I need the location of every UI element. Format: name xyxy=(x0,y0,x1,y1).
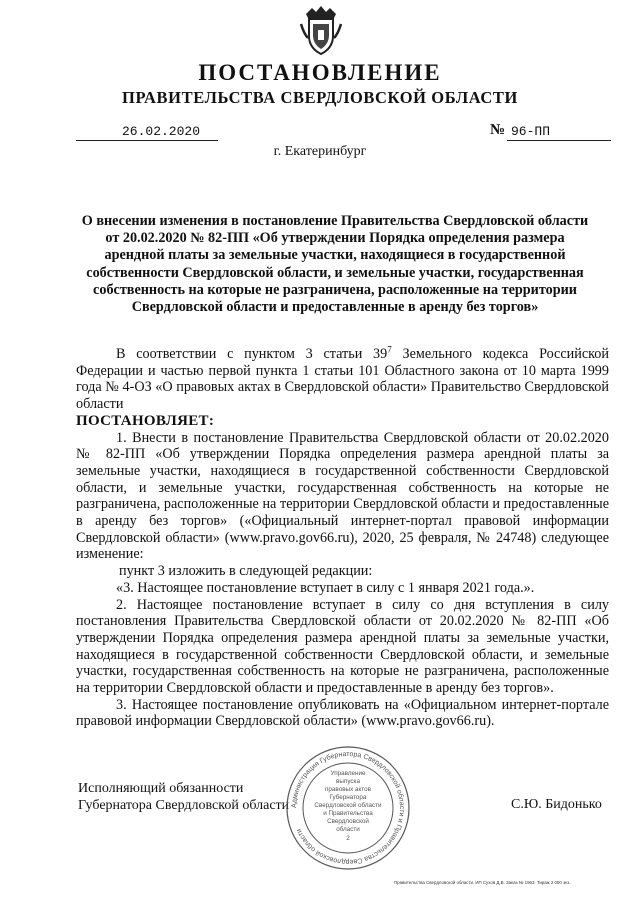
stamp-line: Свердловской xyxy=(327,818,369,825)
document-type-title: ПОСТАНОВЛЕНИЕ xyxy=(198,60,442,85)
stamp-line: 2 xyxy=(346,835,350,842)
official-stamp xyxy=(284,744,412,872)
issuing-authority: ПРАВИТЕЛЬСТВА СВЕРДЛОВСКОЙ ОБЛАСТИ xyxy=(122,88,518,107)
preamble-part2: Земельного кодекса Российской Федерации и частью первой пункта 1 статьи 101 Областного закона от 10 марта 1999 года № 4-ОЗ «О правовых актах в Свердловской области» Правительство Свердловской области xyxy=(76,346,609,413)
decree-word: ПОСТАНОВЛЯЕТ: xyxy=(76,412,215,429)
subject-line: О внесении изменения в постановление Правительства Свердловской области xyxy=(81,213,589,229)
item-2: 2. Настоящее постановление вступает в силу со дня вступления в силу постановления Правительства Свердловской области от 20.02.2020 № 82-ПП «Об утверждении Порядка определения размера арендной платы за земельные участки, находящиеся в государственной собственности Свердловской области, и земельные участки, государственная собственность на которые не разграничена, расположенные на территории Свердловской области и предоставленные в аренду без торгов». xyxy=(76,596,609,697)
document-subject xyxy=(70,213,600,316)
preamble xyxy=(76,346,609,413)
item-1: 1. Внести в постановление Правительства Свердловской области от 20.02.2020 № 82-ПП «Об утверждении Порядка определения размера арендной платы за земельные участки, находящиеся в государственной собственности Свердловской области, и земельные участки, государственная собственность на которые не разграничена, расположенные на территории Свердловской области и предоставленные в аренду без торгов» («Официальный интернет-портал правовой информации Свердловской области» (www.pravo.gov66.ru), 2020, 25 февраля, № 24748) следующее изменение: xyxy=(76,429,609,563)
print-footer: Правительства Свердловской области. ИП Сухов Д.В. Заказ № 1963. Тираж 2 000 экз. xyxy=(394,880,571,885)
stamp-line: области xyxy=(336,826,360,833)
position-line: Губернатора Свердловской области xyxy=(78,798,290,813)
subject-line: Свердловской области и предоставленные в аренду без торгов» xyxy=(131,299,539,316)
stamp-line: правовых актов xyxy=(325,786,371,793)
stamp-line: Губернатора xyxy=(329,794,367,801)
item-1-sub: пункт 3 изложить в следующей редакции: xyxy=(119,563,373,580)
signatory-position xyxy=(78,780,289,814)
document-date: 26.02.2020 xyxy=(76,124,218,141)
stamp-line: и Правительства xyxy=(323,810,373,817)
preamble-part1: В соответствии с пунктом 3 статьи 39 xyxy=(116,346,388,362)
city: г. Екатеринбург xyxy=(273,144,367,159)
signatory-name: С.Ю. Бидонько xyxy=(511,797,602,812)
stamp-outer-text: Администрация Губернатора Свердловской области и Правительства Свердловской области xyxy=(290,750,406,866)
stamp-line: выпуска xyxy=(336,778,360,785)
number-label: № xyxy=(490,122,506,138)
subject-line: собственность на которые не разграничена, расположенные на территории xyxy=(93,281,577,298)
item-3: 3. Настоящее постановление опубликовать на «Официальном интернет-портале правовой информации Свердловской области» (www.pravo.gov66.ru). xyxy=(76,696,609,730)
stamp-line: Управление xyxy=(330,770,366,777)
document-number: 96-ПП xyxy=(507,124,611,141)
subject-line: арендной платы за земельные участки, находящиеся в государственной xyxy=(104,247,566,264)
coat-of-arms-icon xyxy=(298,4,344,56)
subject-line: собственности Свердловской области, и земельные участки, государственная xyxy=(86,264,584,281)
article-superscript: 7 xyxy=(387,344,392,355)
item-1-quote: «3. Настоящее постановление вступает в силу с 1 января 2021 года.». xyxy=(116,579,535,596)
position-line: Исполняющий обязанности xyxy=(78,781,244,796)
document-body xyxy=(76,346,609,730)
stamp-line: Свердловской области xyxy=(314,802,382,809)
subject-line: от 20.02.2020 № 82-ПП «Об утверждении Порядка определения размера xyxy=(105,230,565,247)
